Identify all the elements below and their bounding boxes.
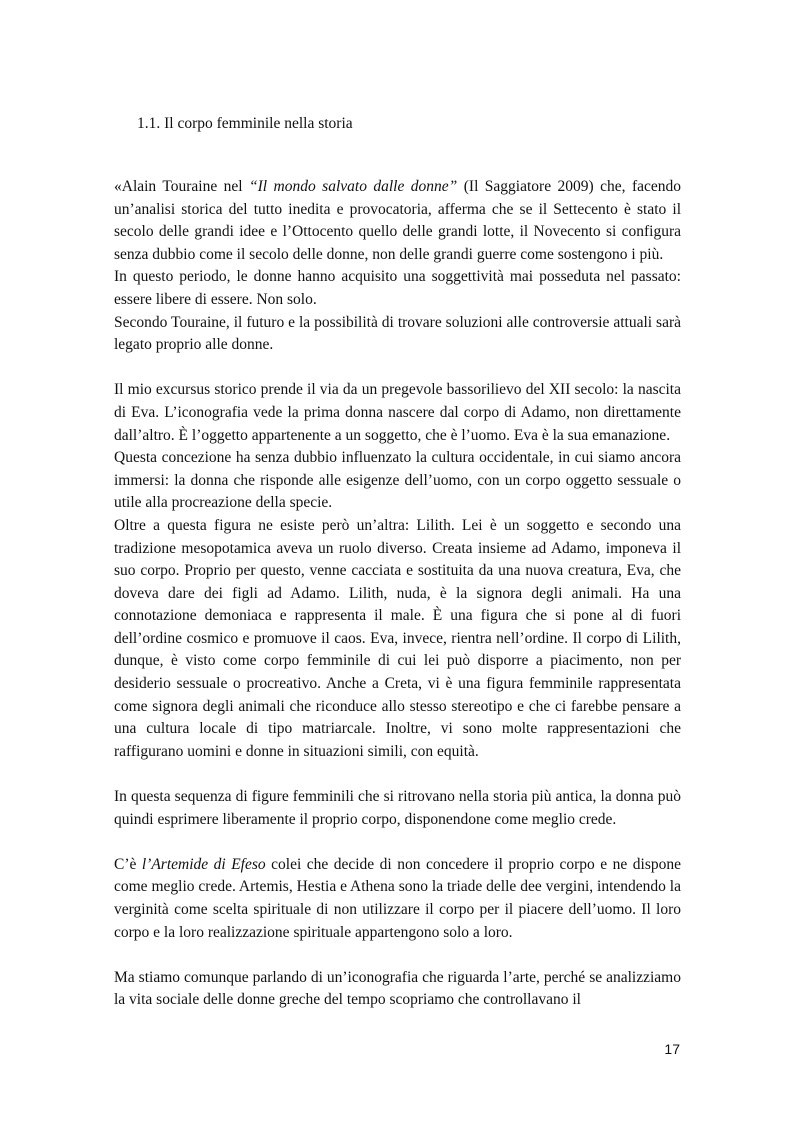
text-segment: In questa sequenza di figure femminili che si ritrovano nella storia più antica, la donna può quindi esprimere liberamente il proprio corpo, disponendone come meglio crede. [114,788,681,828]
body-text [114,176,681,1012]
paragraph [114,176,681,266]
paragraph [114,786,681,831]
paragraph [114,266,681,311]
text-segment: In questo periodo, le donne hanno acquisito una soggettività mai posseduta nel passato: essere libere di essere. Non solo. [114,268,681,308]
text-segment: Il mio excursus storico prende il via da un pregevole bassorilievo del XII secolo: la nascita di Eva. L’iconografia vede la prima donna nascere dal corpo di Adamo, non direttamente dall’altro. È l’oggetto appartenente a un soggetto, che è l’uomo. Eva è la sua emanazione. [114,381,681,444]
paragraph [114,312,681,357]
text-segment: Secondo Touraine, il futuro e la possibilità di trovare soluzioni alle controversie attuali sarà legato proprio alle donne. [114,313,681,354]
paragraph [114,515,681,764]
paragraph [114,854,681,944]
paragraph [114,447,681,515]
italic-text: l’Artemide di Efeso [141,855,266,873]
text-segment: Ma stiamo comunque parlando di un’iconografia che riguarda l’arte, perché se analizziamo la vita sociale delle donne greche del tempo scopriamo che controllavano il [114,968,681,1009]
text-segment: Questa concezione ha senza dubbio influenzato la cultura occidentale, in cui siamo ancora immersi: la donna che risponde alle esigenze dell’uomo, con un corpo oggetto sessuale o utile alla procreazione della specie. [114,449,681,512]
text-segment: «Alain Touraine nel [114,178,250,195]
text-segment: (Il Saggiatore 2009) che, facendo un’analisi storica del tutto inedita e provocatoria, afferma che se il Settecento è stato il secolo delle grandi idee e l’Ottocento quello delle grandi lotte, il Novecento si configura senza dubbio come il secolo delle donne, non delle grandi guerre come sostengono i più. [114,178,681,263]
paragraph [114,379,681,447]
text-segment: colei che decide di non concedere il proprio corpo e ne dispone come meglio crede. Artemis, Hestia e Athena sono la triade delle dee vergini, intendendo la verginità come scelta spirituale di non utilizzare il corpo per il piacere dell’uomo. Il loro corpo e la loro realizzazione spirituale appartengono solo a loro. [114,855,681,941]
text-segment: Oltre a questa figura ne esiste però un’altra: Lilith. Lei è un soggetto e secondo una tradizione mesopotamica aveva un ruolo diverso. Creata insieme ad Adamo, imponeva il suo corpo. Proprio per questo, venne cacciata e sostituita da una nuova creatura, Eva, che doveva dare dei figli ad Adamo. Lilith, nuda, è la signora degli animali. Ha una connotazione demoniaca e rappresenta il male. È una figura che si pone al di fuori dell’ordine cosmico e promuove il caos. Eva, invece, rientra nell’ordine. Il corpo di Lilith, dunque, è visto come corpo femminile di cui lei può disporre a piacimento, non per desiderio sessuale o procreativo. Anche a Creta, vi è una figura femminile rappresentata come signora degli animali che riconduce allo stesso stereotipo e che ci farebbe pensare a una cultura locale di tipo matriarcale. Inoltre, vi sono molte rappresentazioni che raffigurano uomini e donne in situazioni simili, con equità. [114,516,681,760]
paragraph [114,967,681,1012]
italic-text: “Il mondo salvato dalle donne” [249,178,458,195]
page-number: 17 [664,1041,680,1057]
text-segment: C’è [114,855,142,873]
section-heading: 1.1. Il corpo femminile nella storia [137,115,353,132]
